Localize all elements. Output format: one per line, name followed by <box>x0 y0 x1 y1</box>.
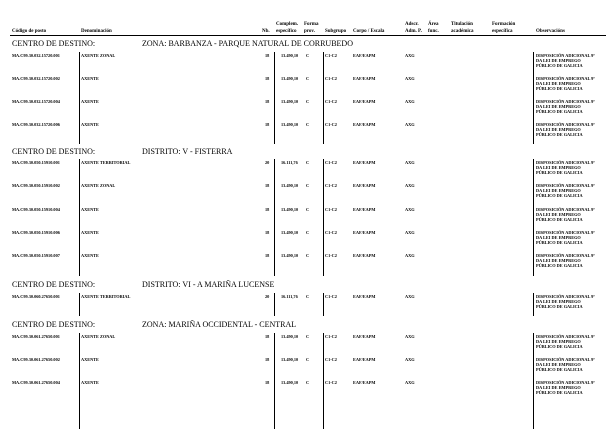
cell-subgrupo: C1-C2 <box>325 99 337 104</box>
table-row <box>0 76 615 96</box>
header-corpo: Corpo / Escala <box>353 29 385 34</box>
cell-complemento: 13.490,10 <box>281 76 299 81</box>
cell-subgrupo: C1-C2 <box>325 76 337 81</box>
obs-line: DISPOSICIÓN ADICIONAL 9ª <box>536 357 595 362</box>
table-row <box>0 207 615 227</box>
cell-observacions <box>536 207 608 222</box>
obs-line: DA LEI DE EMPREGO <box>536 81 581 86</box>
header-formacion-1: Formación <box>492 22 516 27</box>
table-row <box>0 357 615 377</box>
section-value: ZONA: MARIÑA OCCIDENTAL - CENTRAL <box>142 320 297 329</box>
cell-adscripcion: AXG <box>405 53 415 58</box>
cell-subgrupo: C1-C2 <box>325 380 337 385</box>
table-row <box>0 230 615 250</box>
header-subgrupo: Subgrupo <box>325 29 347 34</box>
cell-corpo: EAF/EAPM <box>353 294 376 299</box>
cell-complemento: 13.490,10 <box>281 253 299 258</box>
obs-line: DISPOSICIÓN ADICIONAL 9ª <box>536 334 595 339</box>
cell-subgrupo: C1-C2 <box>325 122 337 127</box>
cell-observacions <box>536 76 608 91</box>
cell-corpo: EAF/EAPM <box>353 183 376 188</box>
obs-line: DISPOSICIÓN ADICIONAL 9ª <box>536 294 595 299</box>
cell-subgrupo: C1-C2 <box>325 160 337 165</box>
cell-corpo: EAF/EAPM <box>353 253 376 258</box>
cell-observacions <box>536 53 608 68</box>
cell-observacions <box>536 230 608 245</box>
cell-denominacion: AXENTE TERRITORIAL <box>81 294 131 299</box>
cell-forma: C <box>306 357 310 362</box>
obs-line: DA LEI DE EMPREGO <box>536 104 581 109</box>
obs-line: PÚBLICO DE GALICIA <box>536 304 583 309</box>
cell-complemento: 13.490,10 <box>281 53 299 58</box>
cell-complemento: 16.111,76 <box>281 294 298 299</box>
header-adscr-2: Adm. P. <box>405 29 422 34</box>
table-row <box>0 183 615 203</box>
cell-subgrupo: C1-C2 <box>325 207 337 212</box>
section-label: CENTRO DE DESTINO: <box>12 320 96 329</box>
obs-line: DA LEI DE EMPREGO <box>536 299 581 304</box>
obs-line: DA LEI DE EMPREGO <box>536 127 581 132</box>
cell-nivel: 18 <box>265 253 270 258</box>
cell-corpo: EAF/EAPM <box>353 76 376 81</box>
cell-observacions <box>536 160 608 175</box>
cell-forma: C <box>306 207 310 212</box>
cell-forma: C <box>306 183 310 188</box>
cell-complemento: 13.490,10 <box>281 334 299 339</box>
cell-nivel: 20 <box>265 160 270 165</box>
cell-nivel: 18 <box>265 380 270 385</box>
cell-adscripcion: AXG <box>405 207 415 212</box>
column-rule <box>323 159 324 276</box>
table-row <box>0 160 615 180</box>
cell-complemento: 13.490,10 <box>281 207 299 212</box>
cell-corpo: EAF/EAPM <box>353 160 376 165</box>
cell-codigo: MA.C99.30.061.27650.004 <box>12 380 60 385</box>
column-rule <box>274 52 275 144</box>
obs-line: DISPOSICIÓN ADICIONAL 9ª <box>536 207 595 212</box>
obs-line: DA LEI DE EMPREGO <box>536 235 581 240</box>
column-rule <box>274 159 275 276</box>
cell-nivel: 18 <box>265 230 270 235</box>
cell-nivel: 18 <box>265 53 270 58</box>
cell-forma: C <box>306 53 310 58</box>
obs-line: PÚBLICO DE GALICIA <box>536 63 583 68</box>
table-row <box>0 380 615 400</box>
header-codigo: Código de posto <box>12 29 47 34</box>
obs-line: PÚBLICO DE GALICIA <box>536 217 583 222</box>
column-rule <box>323 333 324 429</box>
obs-line: DISPOSICIÓN ADICIONAL 9ª <box>536 122 595 127</box>
cell-codigo: MA.C99.30.050.15910.007 <box>12 253 60 258</box>
obs-line: DISPOSICIÓN ADICIONAL 9ª <box>536 53 595 58</box>
cell-forma: C <box>306 160 310 165</box>
cell-codigo: MA.C99.30.032.15720.006 <box>12 122 60 127</box>
cell-observacions <box>536 334 608 349</box>
obs-line: DISPOSICIÓN ADICIONAL 9ª <box>536 99 595 104</box>
column-rule <box>79 159 80 276</box>
obs-line: DISPOSICIÓN ADICIONAL 9ª <box>536 253 595 258</box>
header-complem-2: específico <box>276 29 297 34</box>
cell-codigo: MA.C99.30.050.15910.002 <box>12 183 60 188</box>
cell-subgrupo: C1-C2 <box>325 253 337 258</box>
cell-nivel: 18 <box>265 183 270 188</box>
header-titulacion-2: académica <box>451 29 474 34</box>
cell-adscripcion: AXG <box>405 334 415 339</box>
column-rule <box>323 52 324 144</box>
cell-complemento: 16.111,76 <box>281 160 298 165</box>
cell-adscripcion: AXG <box>405 294 415 299</box>
header-nivel: Nb. <box>262 29 270 34</box>
cell-corpo: EAF/EAPM <box>353 122 376 127</box>
section-label: CENTRO DE DESTINO: <box>12 147 96 156</box>
obs-line: PÚBLICO DE GALICIA <box>536 367 583 372</box>
obs-line: DA LEI DE EMPREGO <box>536 339 581 344</box>
section-value: DISTRITO: VI - A MARIÑA LUCENSE <box>142 280 275 289</box>
column-rule <box>274 293 275 316</box>
column-rule <box>79 293 80 316</box>
obs-line: DISPOSICIÓN ADICIONAL 9ª <box>536 76 595 81</box>
obs-line: DA LEI DE EMPREGO <box>536 362 581 367</box>
cell-complemento: 13.490,10 <box>281 183 299 188</box>
obs-line: PÚBLICO DE GALICIA <box>536 193 583 198</box>
cell-forma: C <box>306 294 310 299</box>
obs-line: DA LEI DE EMPREGO <box>536 58 581 63</box>
cell-denominacion: AXENTE <box>81 207 99 212</box>
cell-corpo: EAF/EAPM <box>353 53 376 58</box>
cell-subgrupo: C1-C2 <box>325 334 337 339</box>
cell-codigo: MA.C99.30.032.15720.002 <box>12 76 60 81</box>
header-formacion-2: específica <box>492 29 513 34</box>
header-rule <box>10 35 606 36</box>
cell-adscripcion: AXG <box>405 122 415 127</box>
header-adscr-1: Adscr. <box>405 22 419 27</box>
cell-subgrupo: C1-C2 <box>325 357 337 362</box>
obs-line: DA LEI DE EMPREGO <box>536 385 581 390</box>
header-area-2: func. <box>428 29 439 34</box>
cell-adscripcion: AXG <box>405 357 415 362</box>
obs-line: DA LEI DE EMPREGO <box>536 188 581 193</box>
cell-complemento: 13.490,10 <box>281 357 299 362</box>
cell-denominacion: AXENTE <box>81 253 99 258</box>
obs-line: PÚBLICO DE GALICIA <box>536 344 583 349</box>
cell-complemento: 13.490,10 <box>281 99 299 104</box>
cell-denominacion: AXENTE TERRITORIAL <box>81 160 131 165</box>
cell-observacions <box>536 122 608 137</box>
cell-denominacion: AXENTE <box>81 230 99 235</box>
cell-adscripcion: AXG <box>405 230 415 235</box>
cell-subgrupo: C1-C2 <box>325 53 337 58</box>
section-label: CENTRO DE DESTINO: <box>12 39 96 48</box>
table-row <box>0 294 615 314</box>
cell-corpo: EAF/EAPM <box>353 334 376 339</box>
cell-denominacion: AXENTE <box>81 99 99 104</box>
obs-line: PÚBLICO DE GALICIA <box>536 86 583 91</box>
column-rule <box>533 293 534 316</box>
obs-line: DISPOSICIÓN ADICIONAL 9ª <box>536 183 595 188</box>
cell-denominacion: AXENTE ZONAL <box>81 334 116 339</box>
obs-line: DA LEI DE EMPREGO <box>536 165 581 170</box>
cell-forma: C <box>306 334 310 339</box>
cell-adscripcion: AXG <box>405 253 415 258</box>
header-titulacion-1: Titulación <box>451 22 473 27</box>
section-value: DISTRITO: V - FISTERRA <box>142 147 233 156</box>
obs-line: PÚBLICO DE GALICIA <box>536 109 583 114</box>
cell-denominacion: AXENTE ZONAL <box>81 53 116 58</box>
cell-codigo: MA.C99.30.032.15720.004 <box>12 99 60 104</box>
cell-codigo: MA.C99.30.050.15910.004 <box>12 207 60 212</box>
cell-complemento: 13.490,10 <box>281 380 299 385</box>
cell-corpo: EAF/EAPM <box>353 357 376 362</box>
obs-line: PÚBLICO DE GALICIA <box>536 390 583 395</box>
cell-denominacion: AXENTE <box>81 357 99 362</box>
cell-codigo: MA.C99.30.032.15720.001 <box>12 53 60 58</box>
obs-line: DA LEI DE EMPREGO <box>536 212 581 217</box>
cell-observacions <box>536 357 608 372</box>
cell-corpo: EAF/EAPM <box>353 99 376 104</box>
cell-forma: C <box>306 99 310 104</box>
header-area-1: Área <box>428 22 439 27</box>
table-row <box>0 53 615 73</box>
obs-line: PÚBLICO DE GALICIA <box>536 132 583 137</box>
obs-line: PÚBLICO DE GALICIA <box>536 240 583 245</box>
cell-adscripcion: AXG <box>405 160 415 165</box>
cell-adscripcion: AXG <box>405 99 415 104</box>
cell-corpo: EAF/EAPM <box>353 230 376 235</box>
column-rule <box>79 52 80 144</box>
column-rule <box>533 52 534 144</box>
cell-observacions <box>536 253 608 268</box>
cell-adscripcion: AXG <box>405 380 415 385</box>
cell-codigo: MA.C99.30.061.27650.002 <box>12 357 60 362</box>
header-forma-1: Forma <box>304 22 319 27</box>
cell-denominacion: AXENTE <box>81 122 99 127</box>
header-denominacion: Denominación <box>81 29 112 34</box>
header-forma-2: prov. <box>304 29 315 34</box>
cell-denominacion: AXENTE ZONAL <box>81 183 116 188</box>
cell-observacions <box>536 380 608 395</box>
cell-codigo: MA.C99.30.050.15910.001 <box>12 160 60 165</box>
column-rule <box>533 159 534 276</box>
cell-subgrupo: C1-C2 <box>325 230 337 235</box>
section-label: CENTRO DE DESTINO: <box>12 280 96 289</box>
column-rule <box>274 333 275 429</box>
obs-line: DISPOSICIÓN ADICIONAL 9ª <box>536 230 595 235</box>
cell-observacions <box>536 99 608 114</box>
cell-codigo: MA.C99.30.050.15910.006 <box>12 230 60 235</box>
table-row <box>0 253 615 273</box>
cell-nivel: 18 <box>265 99 270 104</box>
obs-line: PÚBLICO DE GALICIA <box>536 263 583 268</box>
cell-complemento: 13.490,10 <box>281 230 299 235</box>
cell-observacions <box>536 183 608 198</box>
cell-complemento: 13.490,10 <box>281 122 299 127</box>
column-rule <box>323 293 324 316</box>
header-observacions: Observacións <box>536 29 565 34</box>
cell-nivel: 20 <box>265 294 270 299</box>
cell-corpo: EAF/EAPM <box>353 207 376 212</box>
cell-corpo: EAF/EAPM <box>353 380 376 385</box>
cell-subgrupo: C1-C2 <box>325 294 337 299</box>
cell-nivel: 18 <box>265 334 270 339</box>
cell-forma: C <box>306 122 310 127</box>
cell-forma: C <box>306 253 310 258</box>
obs-line: DA LEI DE EMPREGO <box>536 258 581 263</box>
cell-adscripcion: AXG <box>405 183 415 188</box>
table-row <box>0 334 615 354</box>
cell-adscripcion: AXG <box>405 76 415 81</box>
cell-forma: C <box>306 76 310 81</box>
cell-forma: C <box>306 230 310 235</box>
cell-nivel: 18 <box>265 122 270 127</box>
column-rule <box>79 333 80 429</box>
cell-denominacion: AXENTE <box>81 380 99 385</box>
table-row <box>0 122 615 142</box>
obs-line: DISPOSICIÓN ADICIONAL 9ª <box>536 160 595 165</box>
cell-nivel: 18 <box>265 76 270 81</box>
cell-subgrupo: C1-C2 <box>325 183 337 188</box>
cell-nivel: 18 <box>265 357 270 362</box>
header-complem-1: Complem. <box>276 22 299 27</box>
section-value: ZONA: BARBANZA - PARQUE NATURAL DE CORRUBEDO <box>142 39 353 48</box>
obs-line: PÚBLICO DE GALICIA <box>536 170 583 175</box>
obs-line: DISPOSICIÓN ADICIONAL 9ª <box>536 380 595 385</box>
cell-forma: C <box>306 380 310 385</box>
table-row <box>0 99 615 119</box>
cell-observacions <box>536 294 608 309</box>
cell-denominacion: AXENTE <box>81 76 99 81</box>
cell-nivel: 18 <box>265 207 270 212</box>
column-rule <box>533 333 534 429</box>
cell-codigo: MA.C99.30.061.27650.001 <box>12 334 60 339</box>
cell-codigo: MA.C99.30.060.27650.001 <box>12 294 60 299</box>
